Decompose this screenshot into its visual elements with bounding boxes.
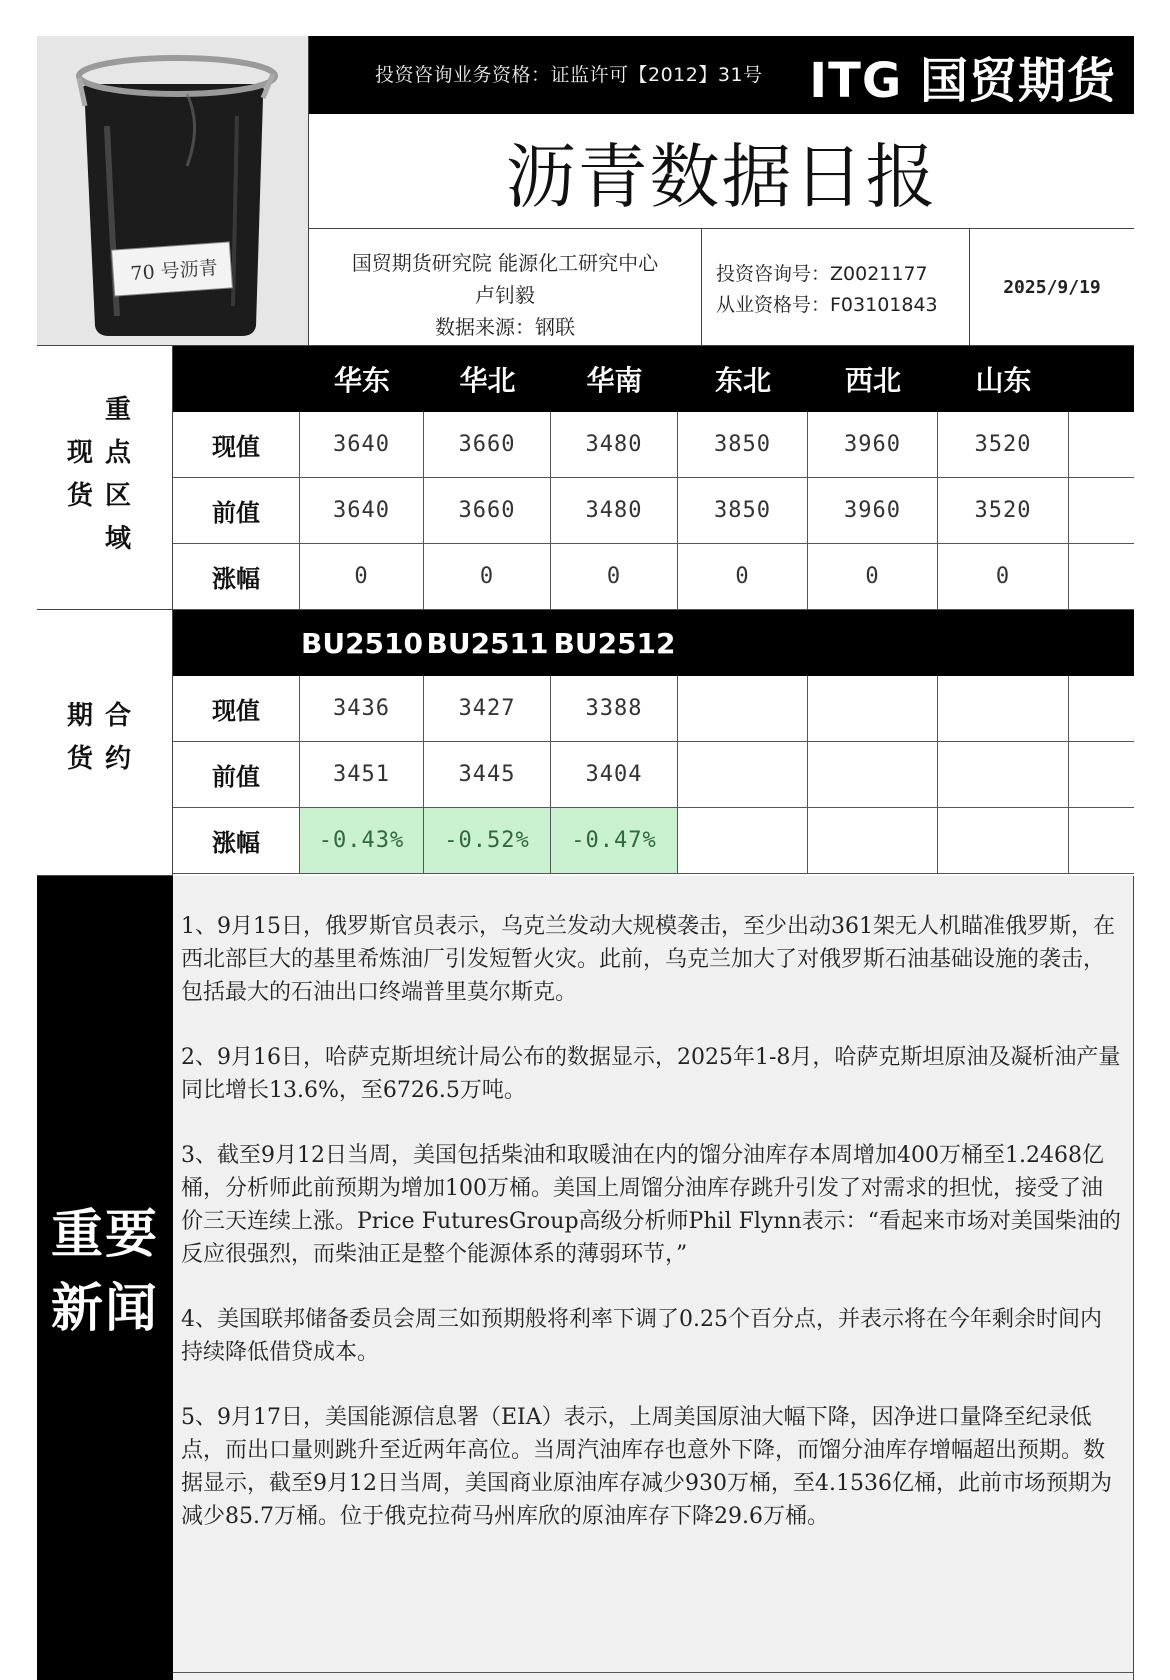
futures-cell: 3404 (551, 742, 678, 807)
region-header: 华北 (459, 364, 516, 397)
futures-label-qihuo (65, 695, 95, 781)
spot-change-row (173, 544, 1134, 610)
row-label: 现值 (173, 412, 300, 477)
futures-header-row (173, 610, 1134, 676)
futures-char: 期货 (66, 701, 93, 774)
spot-cell: 3520 (938, 412, 1069, 477)
news-section (37, 876, 1134, 1680)
empty-cell (678, 676, 808, 741)
spot-cell: 3660 (424, 478, 551, 543)
row-label: 涨幅 (173, 808, 300, 873)
photo-label: 70 号沥青 (129, 256, 219, 286)
price-grid (37, 346, 1134, 876)
info-box (309, 229, 1134, 346)
contract-header: BU2511 (426, 626, 549, 660)
license-text: 投资咨询业务资格：证监许可【2012】31号 (375, 64, 763, 86)
futures-cell: 3436 (300, 676, 424, 741)
spot-cell: 0 (678, 544, 808, 609)
news-body (173, 876, 1134, 1680)
news-item: 3、截至9月12日当周，美国包括柴油和取暖油在内的馏分油库存本周增加400万桶至1.2468亿桶，分析师此前预期为增加100万桶。美国上周馏分油库存跳升引发了对需求的担忧，接受了油价三天连续上涨。Price FuturesGroup高级分析师Phil Flynn表示：“看起来市场对美国柴油的反应很强烈，而柴油正是整个能源体系的薄弱环节，” (181, 1143, 1121, 1267)
futures-change-row (173, 808, 1134, 874)
asphalt-beaker-photo (37, 36, 309, 346)
spot-cell: 0 (808, 544, 938, 609)
empty-cell (678, 808, 808, 873)
spot-cell: 3850 (678, 478, 808, 543)
news-item: 2、9月16日，哈萨克斯坦统计局公布的数据显示，2025年1-8月，哈萨克斯坦原油及凝析油产量同比增长13.6%，至6726.5万吨。 (181, 1045, 1121, 1103)
row-label: 前值 (173, 742, 300, 807)
news-title-line-2: 新闻 (50, 1279, 159, 1339)
org-line: 国贸期货研究院 能源化工研究中心 (351, 251, 659, 275)
spot-cell: 0 (551, 544, 678, 609)
contract-header: BU2510 (300, 626, 423, 660)
news-item: 1、9月15日，俄罗斯官员表示，乌克兰发动大规模袭击，至少出动361架无人机瞄准俄罗斯，在西北部巨大的基里希炼油厂引发短暂火灾。此前，乌克兰加大了对俄罗斯石油基础设施的袭击，包括最大的石油出口终端普里莫尔斯克。 (181, 914, 1115, 1005)
spot-label-xianhuo (65, 432, 95, 518)
spot-cell: 3850 (678, 412, 808, 477)
spot-current-row (173, 412, 1134, 478)
row-label: 现值 (173, 676, 300, 741)
empty-cell (808, 742, 938, 807)
contract-char: 合约 (104, 701, 131, 774)
author-line: 卢钊毅 (475, 283, 535, 307)
futures-previous-row (173, 742, 1134, 808)
futures-change-cell: -0.47% (551, 808, 678, 873)
futures-current-row (173, 676, 1134, 742)
region-char: 重点区域 (104, 395, 131, 554)
spot-previous-row (173, 478, 1134, 544)
spot-cell: 3520 (938, 478, 1069, 543)
futures-change-cell: -0.43% (300, 808, 424, 873)
report-date: 2025/9/19 (1003, 277, 1101, 298)
report-title: 沥青数据日报 (505, 135, 938, 218)
report-header (37, 36, 1134, 346)
spot-side-label (37, 346, 173, 610)
region-header: 山东 (975, 364, 1032, 397)
news-side-label (37, 876, 173, 1680)
empty-cell (938, 808, 1069, 873)
news-title (45, 1198, 165, 1346)
source-line: 数据来源：钢联 (435, 315, 575, 339)
futures-label-heyue (103, 695, 133, 781)
region-header: 华南 (586, 364, 643, 397)
spot-cell: 3480 (551, 478, 678, 543)
row-label: 前值 (173, 478, 300, 543)
empty-cell (678, 742, 808, 807)
spot-char: 现货 (66, 438, 93, 511)
author-info (309, 229, 702, 346)
region-header: 西北 (844, 364, 901, 397)
empty-cell (808, 808, 938, 873)
news-title-line-1: 重要 (50, 1205, 159, 1265)
company-logo: ITG 国贸期货 (809, 53, 1116, 109)
futures-cell: 3388 (551, 676, 678, 741)
spot-label-region (103, 389, 133, 561)
empty-cell (938, 742, 1069, 807)
spot-cell: 3640 (300, 412, 424, 477)
spot-cell: 0 (424, 544, 551, 609)
row-label: 涨幅 (173, 544, 300, 609)
news-item: 5、9月17日，美国能源信息署（EIA）表示，上周美国原油大幅下降，因净进口量降至纪录低点，而出口量则跳升至近两年高位。当周汽油库存也意外下降，而馏分油库存增幅超出预期。数据显示，截至9月12日当周，美国商业原油库存减少930万桶，至4.1536亿桶，此前市场预期为减少85.7万桶。位于俄克拉荷马州库欣的原油库存下降29.6万桶。 (181, 1405, 1112, 1529)
top-banner (309, 36, 1134, 114)
beaker-image (37, 36, 308, 345)
spot-cell: 0 (300, 544, 424, 609)
empty-cell (938, 676, 1069, 741)
title-box (309, 114, 1134, 229)
spot-cell: 3640 (300, 478, 424, 543)
futures-cell: 3445 (424, 742, 551, 807)
contract-header: BU2512 (553, 626, 676, 660)
spot-cell: 3960 (808, 478, 938, 543)
qualification-number: 从业资格号：F03101843 (716, 294, 938, 316)
region-header: 华东 (333, 364, 390, 397)
futures-cell: 3451 (300, 742, 424, 807)
spot-cell: 3660 (424, 412, 551, 477)
spot-header-row (173, 346, 1134, 412)
empty-cell (808, 676, 938, 741)
futures-side-label (37, 610, 173, 876)
divider (173, 1672, 1134, 1673)
region-header: 东北 (714, 364, 771, 397)
spot-cell: 3480 (551, 412, 678, 477)
spot-cell: 0 (938, 544, 1069, 609)
futures-change-cell: -0.52% (424, 808, 551, 873)
advisory-number: 投资咨询号：Z0021177 (716, 263, 928, 285)
spot-cell: 3960 (808, 412, 938, 477)
news-item: 4、美国联邦储备委员会周三如预期般将利率下调了0.25个百分点，并表示将在今年剩余时间内持续降低借贷成本。 (181, 1307, 1102, 1365)
certificate-info (702, 229, 970, 346)
futures-cell: 3427 (424, 676, 551, 741)
